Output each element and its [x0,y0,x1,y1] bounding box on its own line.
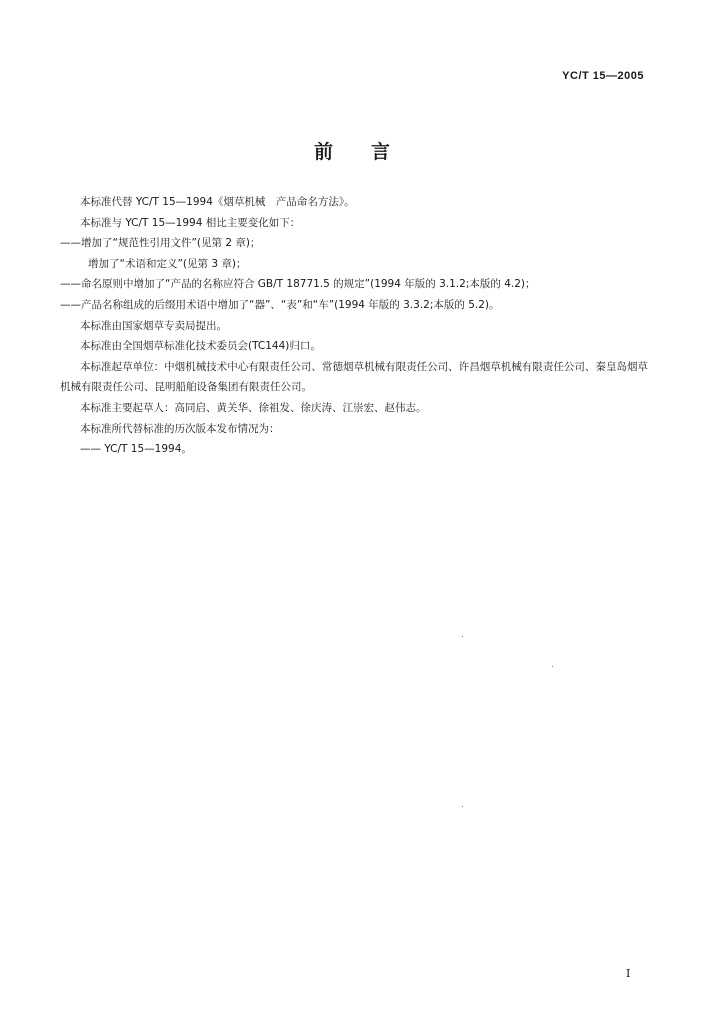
paragraph-drafters: 本标准主要起草人：高同启、黄关华、徐祖发、徐庆涛、江崇宏、赵伟志。 [80,401,427,414]
change-item-naming-principle: ——命名原则中增加了“产品的名称应符合 GB/T 18771.5 的规定”(1994 年版的 3.1.2;本版的 4.2)； [60,278,536,291]
page-title: 前言 [313,141,428,163]
paragraph-changes-intro: 本标准与 YC/T 15—1994 相比主要变化如下： [80,216,301,229]
paragraph-centralized-by: 本标准由全国烟草标准化技术委员会(TC144)归口。 [80,340,321,353]
paragraph-history-intro: 本标准所代替标准的历次版本发布情况为： [80,422,280,435]
foreword-body [60,192,648,460]
scan-speck [552,666,553,667]
paragraph-proposed-by: 本标准由国家烟草专卖局提出。 [80,319,227,332]
scan-speck [462,636,463,637]
change-item-normative-refs: ——增加了“规范性引用文件”(见第 2 章)； [60,237,261,250]
change-item-terms: 增加了“术语和定义”(见第 3 章)； [88,257,247,270]
scan-speck [462,806,463,807]
page-number: I [626,967,631,980]
paragraph-drafting-units: 本标准起草单位：中烟机械技术中心有限责任公司、常德烟草机械有限责任公司、许昌烟草机械有限责任公司、秦皇岛烟草机械有限责任公司、昆明船舶设备集团有限责任公司。 [60,360,648,394]
change-item-suffix-terms: ——产品名称组成的后缀用术语中增加了“器”、“表”和“车”(1994 年版的 3.3.2;本版的 5.2)。 [60,298,500,311]
history-item: —— YC/T 15—1994。 [80,443,192,456]
standard-code-header: YC/T 15—2005 [562,70,644,82]
paragraph-replaces: 本标准代替 YC/T 15—1994《烟草机械 产品命名方法》。 [80,196,355,208]
